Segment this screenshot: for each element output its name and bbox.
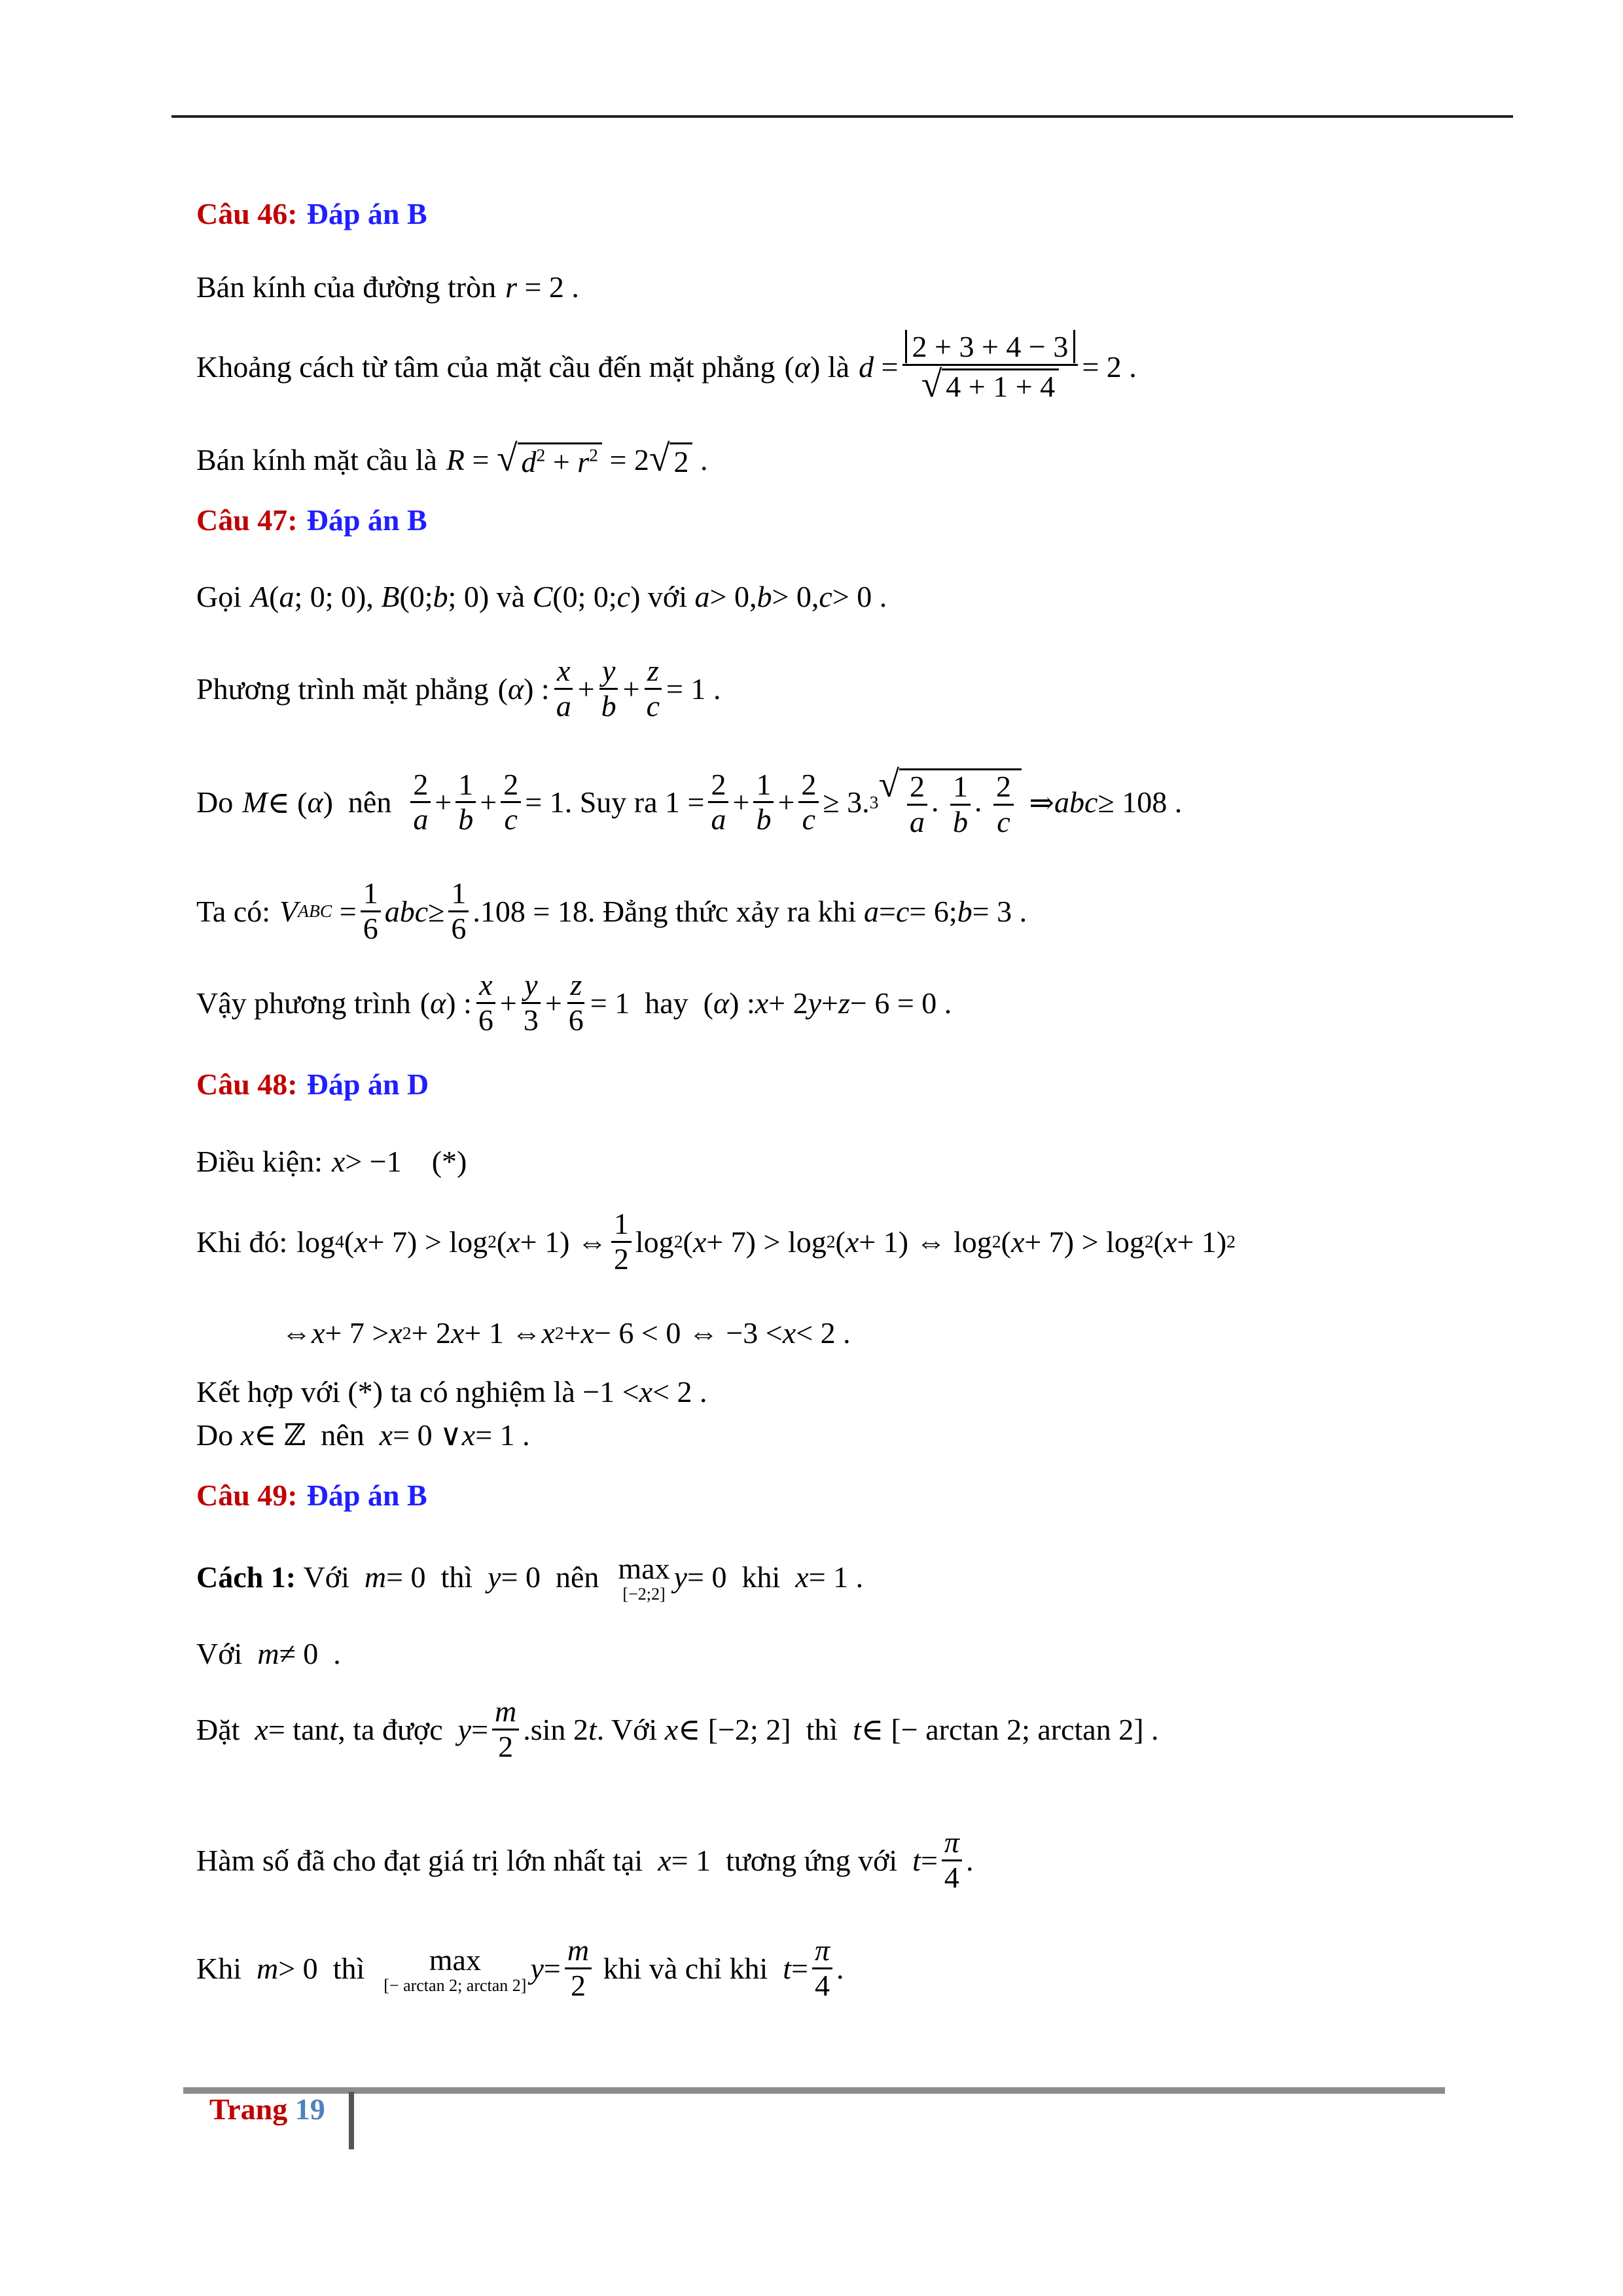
footer-divider: [349, 2092, 354, 2149]
q49-text-3: Đặt: [196, 1712, 240, 1746]
q49-text-4b: tương ứng với: [726, 1843, 898, 1877]
q48-text-5: Do: [196, 1418, 234, 1452]
q49-line5: Khi m > 0 thì max [− arctan 2; arctan 2] y = $\frac{m}{2}$ khi và chỉ khi t = $\frac{\pi}{4}$ .: [196, 1933, 844, 2002]
q48-text-1: Điều kiện:: [196, 1145, 323, 1178]
footer-label: Trang: [209, 2092, 288, 2126]
q49-text-1b: thì: [440, 1560, 473, 1594]
q47-text-3: Do: [196, 785, 234, 819]
q48-text-1b: (*): [431, 1145, 467, 1178]
q47-text-3c: . Suy ra: [564, 785, 658, 819]
q46-text-3: Bán kính mặt cầu là: [196, 442, 437, 476]
q48-text-4: Kết hợp với (*) ta có nghiệm là: [196, 1375, 575, 1408]
q49-text-5: Khi: [196, 1951, 241, 1985]
q47-text-4b: . Đẳng thức xảy ra khi: [587, 894, 857, 928]
q49-text-1d: khi: [741, 1560, 781, 1594]
q49-line4: Hàm số đã cho đạt giá trị lớn nhất tại x = 1 tương ứng với t = $\frac{\pi}{4}$ .: [196, 1825, 974, 1894]
q47-text-5: Vậy phương trình: [196, 986, 411, 1020]
q49-answer: Đáp án B: [306, 1479, 427, 1512]
q47-heading: [196, 503, 427, 537]
q46-text-1: Bán kính của đường tròn: [196, 270, 497, 304]
q46-heading: [196, 196, 427, 231]
q47-text-4: Ta có:: [196, 894, 271, 928]
q49-text-1c: nên: [556, 1560, 599, 1594]
q48-title: Câu 48:: [196, 1067, 298, 1101]
q49-text-2: Với: [196, 1637, 243, 1670]
q49-text-1: Với: [303, 1560, 349, 1594]
q48-heading: [196, 1067, 429, 1102]
q47-line5: Vậy phương trình ( α ) : $\frac{x}{6}$ + $\frac{y}{3}$ + $\frac{z}{6}$ = 1 hay ( α ) : x + 2 y + z − 6 = 0 .: [196, 968, 952, 1037]
q48-line4: Kết hợp với (*) ta có nghiệm là −1 < x < 2 .: [196, 1375, 707, 1408]
q46-title: Câu 46:: [196, 197, 298, 230]
q49-text-5c: khi và chỉ khi: [603, 1951, 768, 1985]
q49-line1: Cách 1: Với m = 0 thì y = 0 nên max [−2;2] y = 0 khi x = 1 .: [196, 1552, 864, 1604]
q47-text-1: Gọi: [196, 580, 241, 613]
q47-text-5b: hay: [645, 986, 688, 1020]
q48-line1: Điều kiện: x > −1 (*): [196, 1145, 467, 1178]
q47-text-1c: với: [647, 580, 688, 613]
q47-line2: Phương trình mặt phẳng ( α ) : $\frac{x}{a}$ + $\frac{y}{b}$ + $\frac{z}{c}$ = 1 .: [196, 654, 721, 723]
q49-text-3d: thì: [806, 1712, 838, 1746]
q46-text-2b: là: [827, 350, 850, 384]
q47-text-1b: và: [496, 580, 526, 613]
page-footer: [209, 2092, 325, 2126]
q46-answer: Đáp án B: [306, 197, 427, 230]
q46-line1: Bán kính của đường tròn r = 2 .: [196, 270, 579, 304]
q49-heading: [196, 1478, 427, 1513]
header-rule: [171, 115, 1513, 118]
q49-title: Câu 49:: [196, 1479, 298, 1512]
q47-line3: Do M ∈ ( α ) nên $\frac{2}{a}$ + $\frac{1}{b}$ + $\frac{2}{c}$ = 1 . Suy ra 1 = $\frac{2}{a}$ + $\frac{1}{b}$ + $\frac{2}{c}$ ≥ 3. 3 √ $\frac{2}{a}$ . $\frac{1}{b}$ . $\frac{2}{c}$ ⇒ abc ≥ 108 .: [196, 764, 1183, 838]
q48-line5: Do x ∈ ℤ nên x = 0 ∨ x = 1 .: [196, 1418, 530, 1452]
q49-text-5b: thì: [332, 1951, 365, 1985]
q48-text-2: Khi đó:: [196, 1225, 288, 1259]
q49-line2: Với m ≠ 0 .: [196, 1637, 341, 1670]
q49-text-4: Hàm số đã cho đạt giá trị lớn nhất tại: [196, 1843, 643, 1877]
q48-text-5b: nên: [321, 1418, 365, 1452]
q49-line3: Đặt x = tan t , ta được y = $\frac{m}{2}$ .sin 2 t . Với x ∈ [−2; 2] thì t ∈ [− arctan 2; arctan 2] .: [196, 1695, 1159, 1763]
footer-rule: [183, 2087, 1445, 2094]
q46-text-2: Khoảng cách từ tâm của mặt cầu đến mặt phẳng: [196, 350, 776, 384]
q47-text-3b: nên: [348, 785, 392, 819]
q49-text-3c: . Với: [596, 1712, 658, 1746]
distance-fraction: 2 + 3 + 4 − 3 √ 4 + 1 + 4: [902, 331, 1079, 403]
q48-line2: Khi đó: log 4 ( x + 7) > log 2 ( x + 1) ⇔ $\frac{1}{2}$ log 2 ( x + 7) > log 2 ( x + 1) ⇔ log 2 ( x + 7) > log 2 ( x + 1) 2: [196, 1207, 1236, 1276]
q47-line4: Ta có: V ABC = $\frac{1}{6}$ abc ≥ $\frac{1}{6}$ .108 = 18 . Đẳng thức xảy ra khi a = c = 6; b = 3 .: [196, 876, 1027, 945]
q46-line3: Bán kính mặt cầu là R = √ $d^2 + r^2$ = 2 √ 2 .: [196, 438, 708, 479]
q48-line3: ⇔ x + 7 > x 2 + 2 x + 1 ⇔ x 2 + x − 6 < 0 ⇔ −3 < x < 2 .: [281, 1316, 851, 1350]
q47-line1: Gọi A ( a ; 0; 0), B (0; b ; 0) và C (0; 0; c ) với a > 0, b > 0, c > 0 .: [196, 580, 887, 613]
q47-answer: Đáp án B: [306, 503, 427, 537]
q47-text-2: Phương trình mặt phẳng: [196, 672, 489, 706]
q49-text-3b: , ta được: [338, 1712, 443, 1746]
page-number: 19: [294, 2092, 325, 2126]
q49-method-label: Cách 1:: [196, 1560, 296, 1594]
q46-line2: Khoảng cách từ tâm của mặt cầu đến mặt phẳng ( α ) là d = 2 + 3 + 4 − 3 √ 4 + 1 + 4 = 2 .: [196, 330, 1137, 405]
q47-title: Câu 47:: [196, 503, 298, 537]
q48-answer: Đáp án D: [306, 1067, 429, 1101]
